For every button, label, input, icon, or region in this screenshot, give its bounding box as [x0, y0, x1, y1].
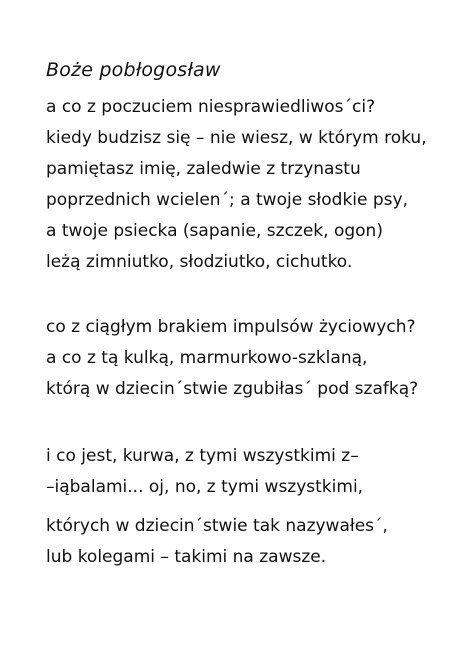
poem-line: kiedy budzisz się – nie wiesz, w którym roku,: [46, 128, 427, 148]
poem-line: lub kolegami – takimi na zawsze.: [46, 547, 327, 567]
poem-line: a twoje psiecka (sapanie, szczek, ogon): [46, 221, 383, 241]
stanza-3: [46, 441, 456, 503]
poem-line: a co z tą kulką, marmurkowo-szklaną,: [46, 348, 368, 368]
poem-line: –iąbalami... oj, no, z tymi wszystkimi,: [46, 477, 364, 497]
poem-line: i co jest, kurwa, z tymi wszystkimi z–: [46, 446, 359, 466]
poem-title: Boże pobłogosław: [46, 59, 221, 81]
poem-page: [46, 58, 456, 573]
stanza-4: [46, 511, 456, 573]
poem-line: a co z poczuciem niesprawiedliwos´ci?: [46, 97, 376, 117]
poem-line: których w dziecin´stwie tak nazywałes´,: [46, 516, 388, 536]
poem-line: którą w dziecin´stwie zgubiłas´ pod szafką?: [46, 379, 419, 399]
stanza-2: [46, 312, 456, 405]
poem-line: poprzednich wcielen´; a twoje słodkie psy,: [46, 190, 408, 210]
poem-line: pamiętasz imię, zaledwie z trzynastu: [46, 159, 361, 179]
stanza-1: [46, 92, 456, 278]
poem-line: leżą zimniutko, słodziutko, cichutko.: [46, 252, 353, 272]
poem-line: co z ciągłym brakiem impulsów życiowych?: [46, 317, 416, 337]
